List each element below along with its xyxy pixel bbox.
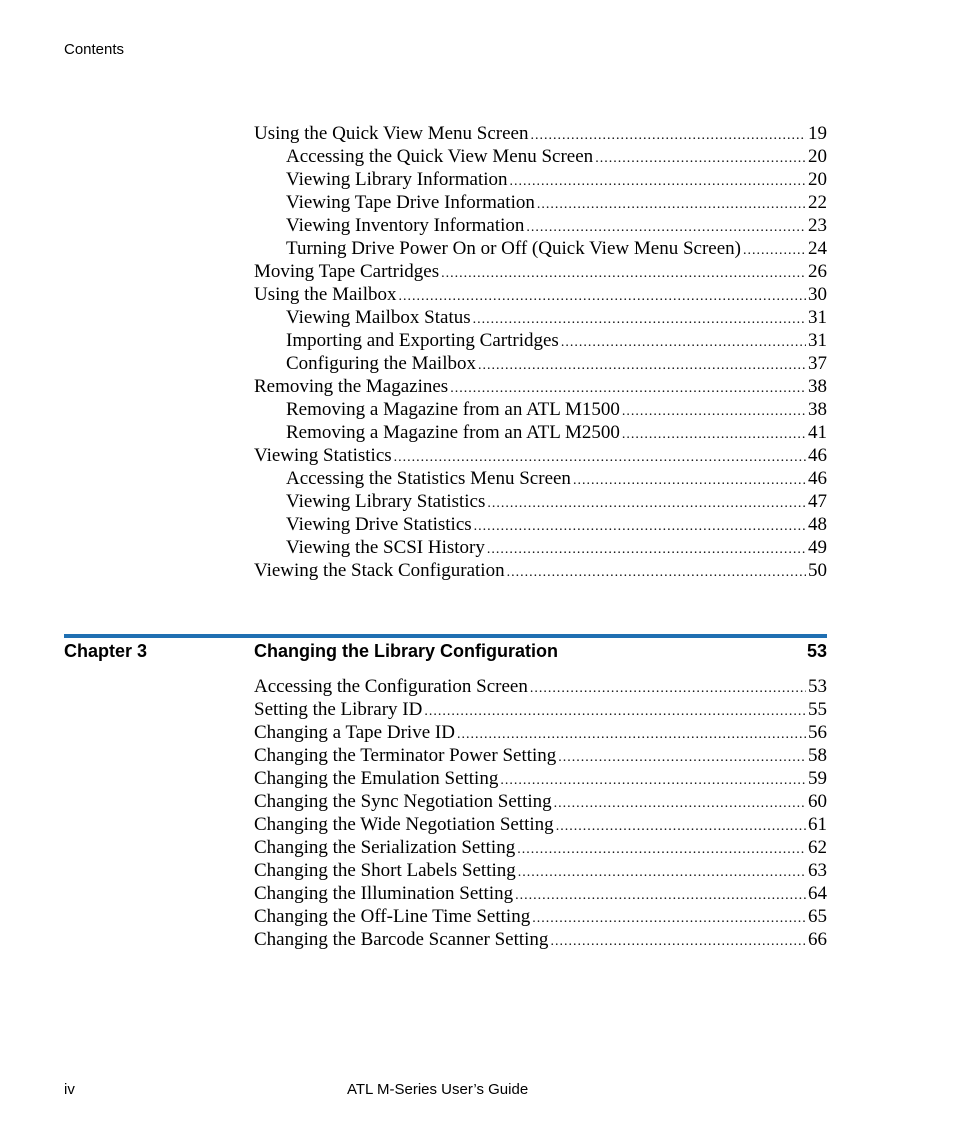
toc-entry[interactable]	[254, 859, 827, 882]
toc-entry[interactable]	[254, 168, 827, 191]
toc-entry-page-number: 49	[808, 537, 827, 558]
toc-entry-title: Using the Quick View Menu Screen	[254, 123, 529, 144]
toc-entry-title: Viewing Drive Statistics	[286, 514, 472, 535]
toc-entry-title: Viewing Tape Drive Information	[286, 192, 535, 213]
toc-entry-page-number: 19	[808, 123, 827, 144]
toc-entry-title: Turning Drive Power On or Off (Quick View Menu Screen)	[286, 238, 741, 259]
dot-leader	[517, 838, 806, 861]
toc-entry-title: Changing the Short Labels Setting	[254, 860, 516, 881]
chapter-page-number: 53	[806, 641, 827, 661]
toc-entry-title: Changing the Wide Negotiation Setting	[254, 814, 554, 835]
chapter-number: Chapter 3	[64, 641, 148, 661]
dot-leader	[507, 561, 806, 584]
toc-entry-page-number: 23	[808, 215, 827, 236]
toc-entry[interactable]	[254, 214, 827, 237]
toc-entry[interactable]	[254, 767, 827, 790]
toc-entry-title: Changing the Sync Negotiation Setting	[254, 791, 552, 812]
toc-entry[interactable]	[254, 882, 827, 905]
toc-entry-title: Changing the Serialization Setting	[254, 837, 516, 858]
toc-entry-title: Configuring the Mailbox	[286, 353, 476, 374]
dot-leader	[743, 239, 806, 262]
toc-entry[interactable]	[254, 444, 827, 467]
dot-leader	[556, 815, 806, 838]
dot-leader	[554, 792, 806, 815]
toc-entry-page-number: 65	[808, 906, 827, 927]
footer-book-title: ATL M-Series User’s Guide	[347, 1081, 529, 1098]
toc-entry[interactable]	[254, 744, 827, 767]
toc-entry[interactable]	[254, 237, 827, 260]
toc-entry[interactable]	[254, 283, 827, 306]
toc-entry-page-number: 46	[808, 468, 827, 489]
toc-entry-page-number: 20	[808, 169, 827, 190]
dot-leader	[558, 746, 806, 769]
toc-entry-page-number: 30	[808, 284, 827, 305]
toc-entry[interactable]	[254, 375, 827, 398]
dot-leader	[399, 285, 807, 308]
toc-entry[interactable]	[254, 813, 827, 836]
dot-leader	[487, 492, 806, 515]
toc-entry-page-number: 46	[808, 445, 827, 466]
dot-leader	[457, 723, 806, 746]
toc-entry-page-number: 47	[808, 491, 827, 512]
toc-entry-title: Removing a Magazine from an ATL M1500	[286, 399, 620, 420]
toc-entry[interactable]	[254, 145, 827, 168]
toc-entry[interactable]	[254, 329, 827, 352]
toc-entry-title: Moving Tape Cartridges	[254, 261, 440, 282]
toc-entry-page-number: 20	[808, 146, 827, 167]
toc-entry[interactable]	[254, 559, 827, 582]
dot-leader	[550, 930, 806, 953]
toc-entry-title: Viewing the SCSI History	[286, 537, 485, 558]
toc-entry-title: Changing the Off-Line Time Setting	[254, 906, 531, 927]
toc-entry-title: Viewing Library Information	[286, 169, 508, 190]
toc-entry[interactable]	[254, 191, 827, 214]
toc-section	[254, 675, 827, 951]
toc-entry-page-number: 64	[808, 883, 827, 904]
toc-entry-title: Changing the Emulation Setting	[254, 768, 499, 789]
toc-entry-title: Removing the Magazines	[254, 376, 449, 397]
toc-entry-page-number: 22	[808, 192, 827, 213]
chapter-heading	[64, 641, 827, 663]
dot-leader	[473, 308, 806, 331]
toc-entry[interactable]	[254, 352, 827, 375]
toc-entry[interactable]	[254, 490, 827, 513]
toc-entry-title: Setting the Library ID	[254, 699, 423, 720]
toc-entry-page-number: 38	[808, 399, 827, 420]
toc-entry[interactable]	[254, 122, 827, 145]
toc-entry-title: Viewing the Stack Configuration	[254, 560, 505, 581]
toc-entry[interactable]	[254, 698, 827, 721]
toc-entry-title: Accessing the Configuration Screen	[254, 676, 528, 697]
toc-entry-page-number: 31	[808, 330, 827, 351]
dot-leader	[441, 262, 806, 285]
dot-leader	[526, 216, 806, 239]
toc-entry-page-number: 24	[808, 238, 827, 259]
toc-entry[interactable]	[254, 928, 827, 951]
toc-entry[interactable]	[254, 513, 827, 536]
toc-entry-page-number: 26	[808, 261, 827, 282]
toc-entry-page-number: 58	[808, 745, 827, 766]
toc-entry-page-number: 66	[808, 929, 827, 950]
dot-leader	[478, 354, 806, 377]
toc-entry-page-number: 62	[808, 837, 827, 858]
toc-entry-page-number: 50	[808, 560, 827, 581]
toc-entry-title: Accessing the Quick View Menu Screen	[286, 146, 594, 167]
toc-entry[interactable]	[254, 260, 827, 283]
toc-entry[interactable]	[254, 421, 827, 444]
toc-entry-page-number: 55	[808, 699, 827, 720]
toc-entry[interactable]	[254, 790, 827, 813]
dot-leader	[450, 377, 806, 400]
toc-entry-page-number: 37	[808, 353, 827, 374]
toc-entry-title: Importing and Exporting Cartridges	[286, 330, 559, 351]
dot-leader	[622, 423, 806, 446]
toc-entry-page-number: 56	[808, 722, 827, 743]
chapter-title: Changing the Library Configuration	[254, 641, 558, 661]
toc-entry[interactable]	[254, 905, 827, 928]
toc-entry-page-number: 38	[808, 376, 827, 397]
toc-entry-page-number: 61	[808, 814, 827, 835]
toc-entry[interactable]	[254, 306, 827, 329]
toc-entry-title: Viewing Statistics	[254, 445, 392, 466]
dot-leader	[622, 400, 806, 423]
toc-entry-title: Viewing Inventory Information	[286, 215, 525, 236]
toc-entry[interactable]	[254, 836, 827, 859]
toc-entry-title: Changing the Terminator Power Setting	[254, 745, 557, 766]
dot-leader	[573, 469, 806, 492]
toc-entry[interactable]	[254, 467, 827, 490]
toc-entry[interactable]	[254, 398, 827, 421]
dot-leader	[518, 861, 806, 884]
toc-section	[254, 122, 827, 582]
toc-entry-title: Accessing the Statistics Menu Screen	[286, 468, 571, 489]
toc-entry-page-number: 53	[808, 676, 827, 697]
footer-page-number: iv	[64, 1081, 75, 1098]
toc-entry-page-number: 60	[808, 791, 827, 812]
dot-leader	[500, 769, 806, 792]
toc-entry[interactable]	[254, 536, 827, 559]
toc-entry-title: Viewing Mailbox Status	[286, 307, 471, 328]
toc-entry[interactable]	[254, 675, 827, 698]
toc-entry-title: Removing a Magazine from an ATL M2500	[286, 422, 620, 443]
toc-entry-page-number: 41	[808, 422, 827, 443]
dot-leader	[537, 193, 806, 216]
dot-leader	[530, 124, 806, 147]
toc-entry-page-number: 59	[808, 768, 827, 789]
dot-leader	[530, 677, 806, 700]
toc-entry-title: Changing the Barcode Scanner Setting	[254, 929, 549, 950]
dot-leader	[532, 907, 806, 930]
toc-entry-title: Changing the Illumination Setting	[254, 883, 514, 904]
toc-entry-title: Changing a Tape Drive ID	[254, 722, 455, 743]
toc-entry-page-number: 48	[808, 514, 827, 535]
dot-leader	[424, 700, 806, 723]
dot-leader	[515, 884, 806, 907]
toc-entry-page-number: 63	[808, 860, 827, 881]
toc-entry-title: Viewing Library Statistics	[286, 491, 486, 512]
toc-entry-page-number: 31	[808, 307, 827, 328]
dot-leader	[510, 170, 806, 193]
dot-leader	[394, 446, 806, 469]
running-header: Contents	[64, 41, 125, 58]
chapter-divider-rule	[64, 634, 827, 638]
toc-entry-title: Using the Mailbox	[254, 284, 397, 305]
dot-leader	[595, 147, 806, 170]
dot-leader	[561, 331, 806, 354]
dot-leader	[474, 515, 806, 538]
toc-entry[interactable]	[254, 721, 827, 744]
dot-leader	[487, 538, 806, 561]
